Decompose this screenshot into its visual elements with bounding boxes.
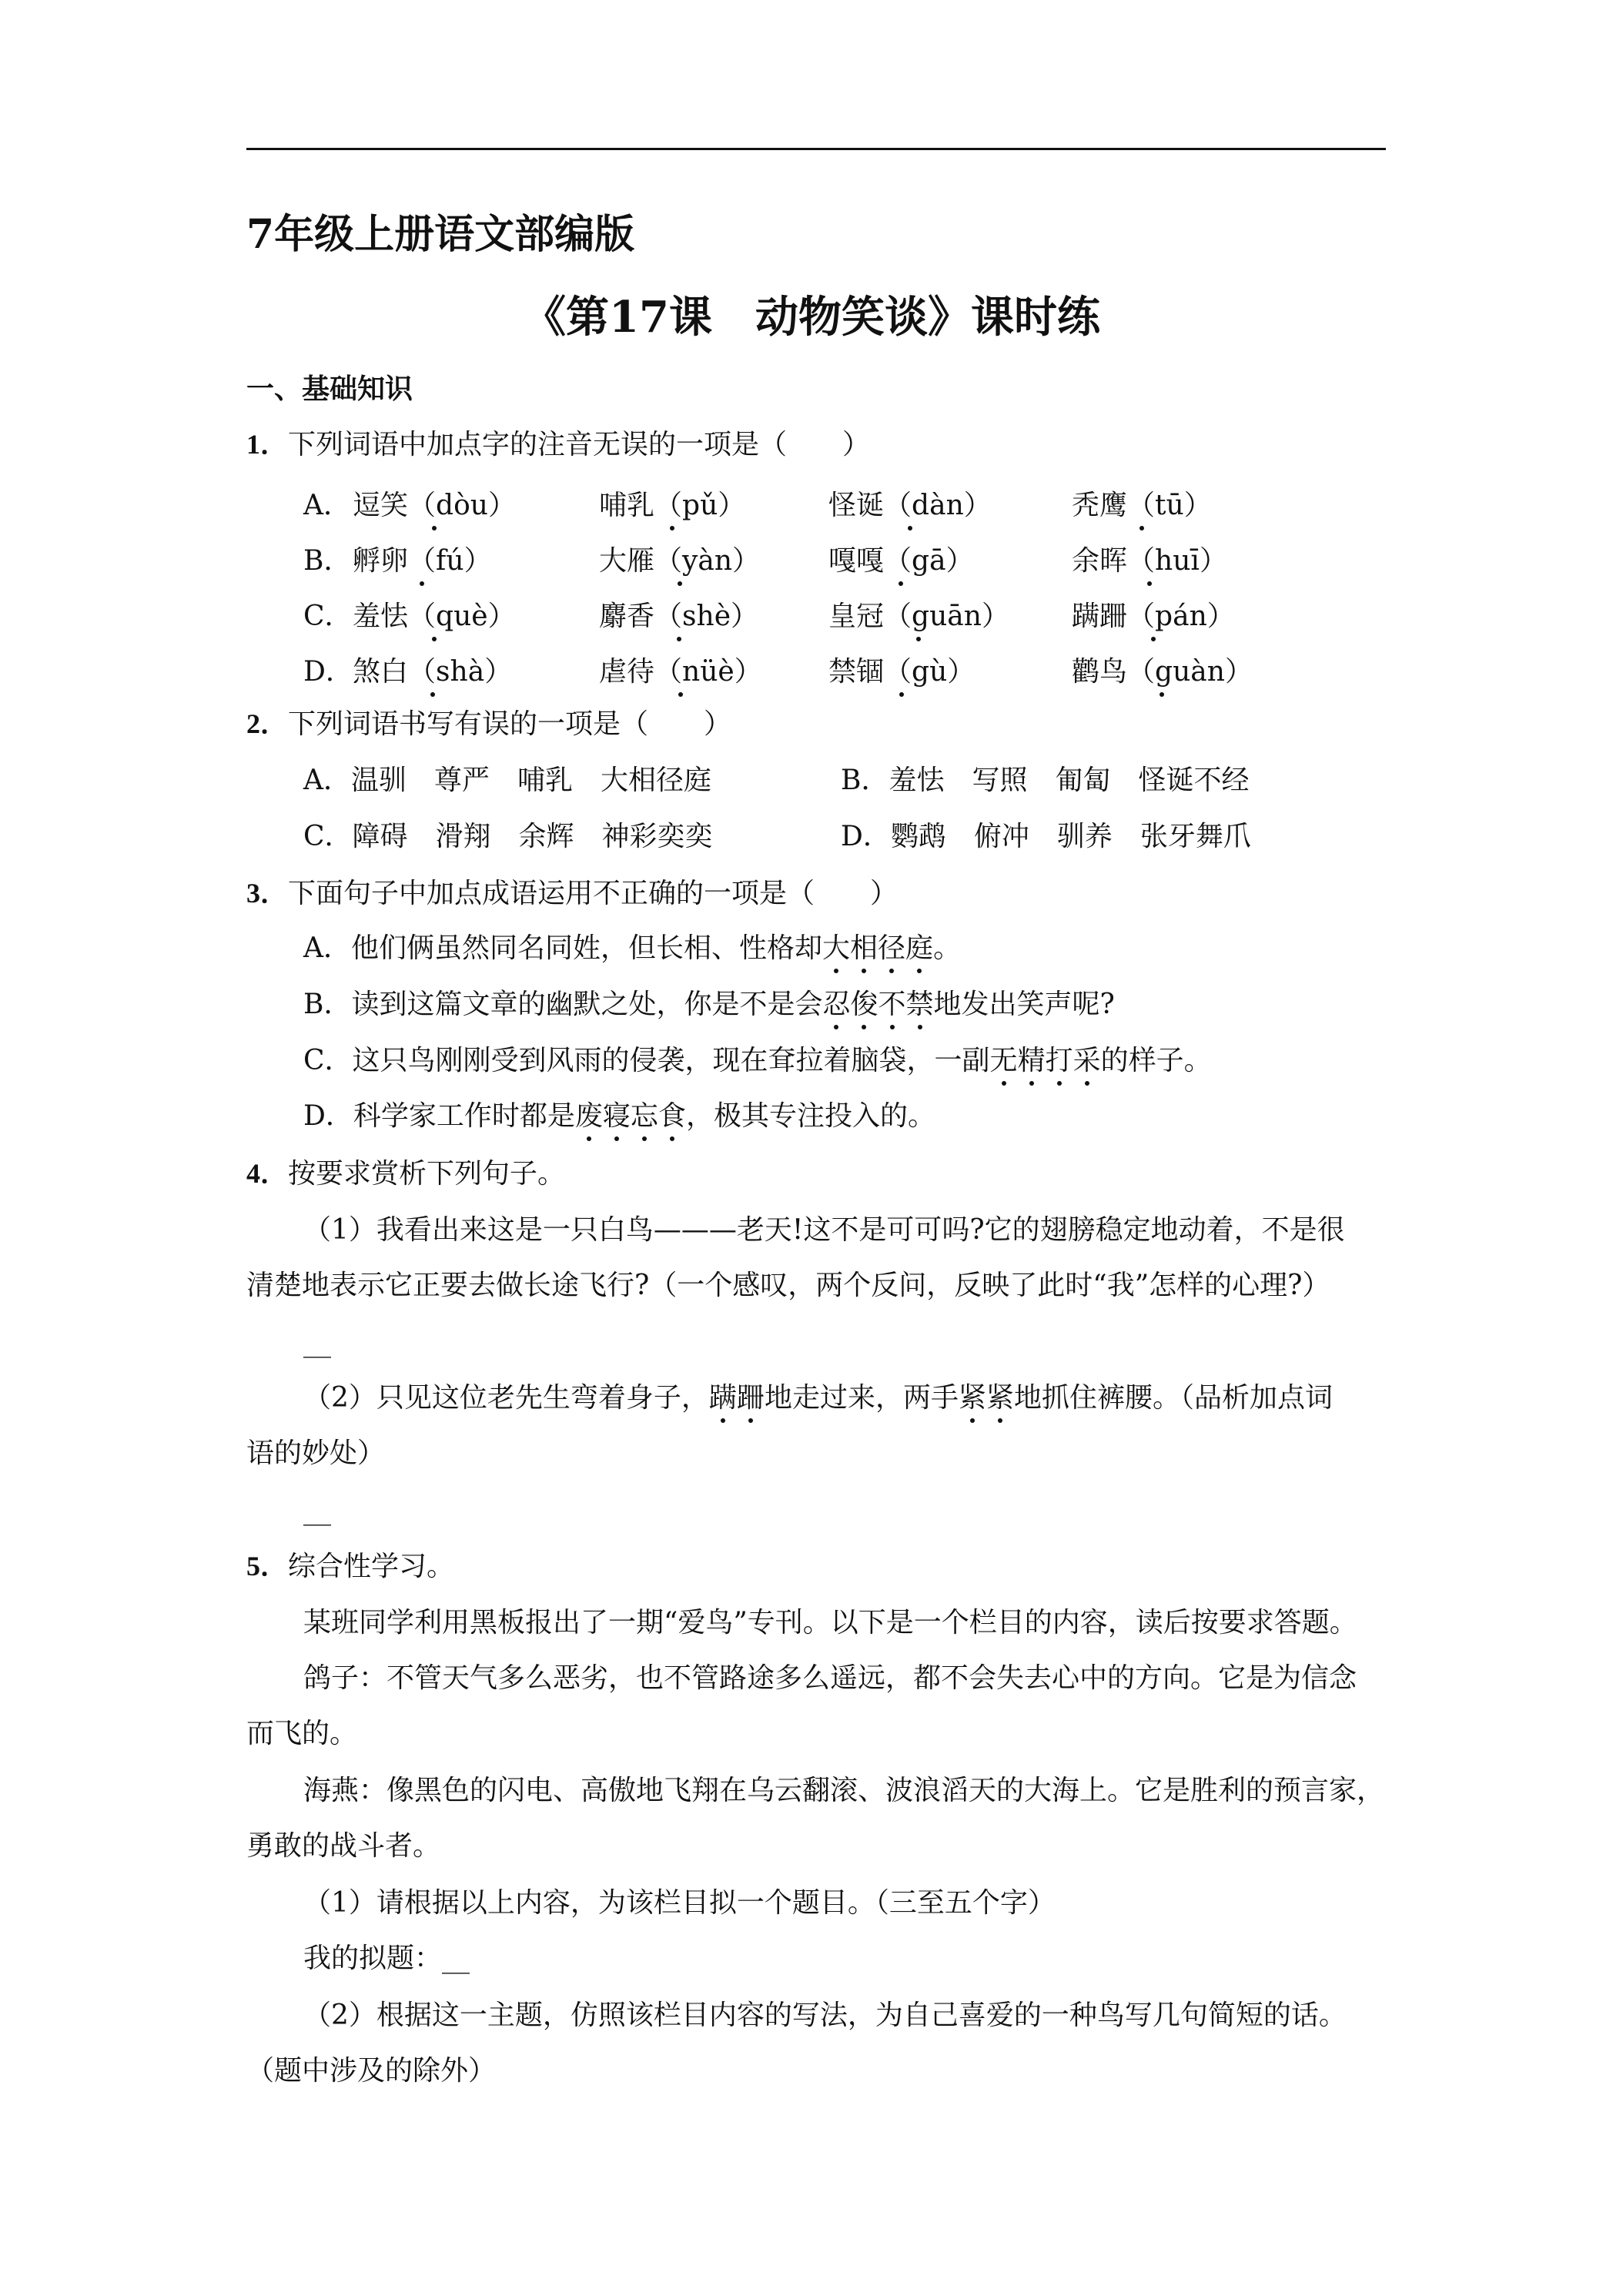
header-rule	[246, 148, 1386, 150]
q2-option-a: A．温驯 尊严 哺乳 大相径庭	[303, 765, 711, 796]
q3-option-d	[303, 1099, 935, 1133]
option-text: A．他们俩虽然同名同姓，但长相、性格却	[303, 932, 822, 964]
option-label: A．	[303, 490, 351, 521]
q3-option-c	[303, 1044, 1212, 1078]
q3-option-a	[303, 932, 961, 966]
q1-option-item: 秃鹰（tū）	[1072, 484, 1212, 523]
option-text: 。	[933, 932, 962, 964]
question-3	[246, 876, 898, 911]
q2-option-d: D．鹦鹉 俯冲 驯养 张牙舞爪	[841, 821, 1251, 852]
question-stem: 下面句子中加点成语运用不正确的一项是（ ）	[288, 878, 899, 909]
section-heading: 一、基础知识	[246, 373, 413, 405]
option-text: ，极其专注投入的。	[685, 1100, 935, 1132]
option-text: 的样子。	[1100, 1045, 1212, 1076]
question-stem: 综合性学习。	[288, 1551, 455, 1582]
question-number: 4．	[246, 1158, 289, 1189]
q1-option-item: 麝香（shè）	[599, 594, 758, 634]
q2-option-c: C．障碍 滑翔 余辉 神彩奕奕	[303, 821, 713, 852]
q5-subquestion-2-line-2: （题中涉及的除外）	[246, 2055, 497, 2087]
q5-pigeon-line-2: 而飞的。	[246, 1718, 358, 1749]
q4-sentence-1-line-2: 清楚地表示它正要去做长途飞行?（一个感叹，两个反问，反映了此时“我”怎样的心理?）	[246, 1270, 1330, 1301]
q4-answer-blank-2[interactable]: __	[303, 1494, 331, 1526]
q1-option-item: 虐待（nüè）	[599, 650, 762, 689]
q5-petrel-line-1: 海燕：像黑色的闪电、高傲地飞翔在乌云翻滚、波浪滔天的大海上。它是胜利的预言家，	[303, 1775, 1385, 1806]
dotted-idiom: 无精打采	[989, 1045, 1101, 1076]
q5-my-title-field[interactable]: 我的拟题：__	[303, 1943, 470, 1974]
q1-option-item: 煞白（shà）	[353, 650, 512, 689]
sentence-text: （2）只见这位老先生弯着身子，	[303, 1382, 709, 1414]
q1-option-item: 蹒跚（pán）	[1072, 594, 1235, 634]
q3-option-b	[303, 988, 1115, 1022]
question-stem: 按要求赏析下列句子。	[288, 1158, 566, 1190]
question-number: 3．	[246, 878, 289, 909]
q4-sentence-1-line-1: （1）我看出来这是一只白鸟———老天!这不是可可吗?它的翅膀稳定地动着，不是很	[303, 1214, 1345, 1246]
option-text: 地发出笑声呢?	[933, 989, 1115, 1020]
q2-option-b: B．羞怯 写照 匍匐 怪诞不经	[841, 765, 1250, 796]
q1-option-item: 鹳鸟（guàn）	[1072, 650, 1253, 689]
q1-option-item: 大雁（yàn）	[599, 539, 760, 578]
q1-option-item: 哺乳（pǔ）	[599, 484, 745, 523]
q5-subquestion-2-line-1: （2）根据这一主题，仿照该栏目内容的写法，为自己喜爱的一种鸟写几句简短的话。	[303, 2000, 1347, 2031]
question-stem: 下列词语书写有误的一项是（ ）	[288, 708, 732, 740]
question-4	[246, 1156, 565, 1191]
lesson-title: 《第17课 动物笑谈》课时练	[523, 292, 1100, 343]
q1-option-item: 逗笑（dòu）	[353, 484, 516, 523]
question-number: 2．	[246, 708, 289, 739]
q5-intro: 某班同学利用黑板报出了一期“爱鸟”专刊。以下是一个栏目的内容，读后按要求答题。	[303, 1607, 1357, 1638]
q4-answer-blank-1[interactable]: __	[303, 1327, 331, 1358]
option-label: B．	[303, 545, 352, 577]
question-number: 5．	[246, 1551, 289, 1581]
option-text: C．这只鸟刚刚受到风雨的侵袭，现在耷拉着脑袋，一副	[303, 1045, 990, 1076]
dotted-word: 蹒跚	[708, 1382, 765, 1414]
dotted-idiom: 大相径庭	[822, 932, 934, 964]
question-5	[246, 1549, 454, 1584]
q1-option-item: 余晖（huī）	[1072, 539, 1227, 578]
sentence-text: 地抓住裤腰。（品析加点词	[1013, 1382, 1333, 1414]
option-text: B．读到这篇文章的幽默之处，你是不是会	[303, 989, 823, 1020]
dotted-idiom: 忍俊不禁	[822, 989, 934, 1020]
q4-sentence-2-line-1	[303, 1381, 1333, 1415]
q5-pigeon-line-1: 鸽子：不管天气多么恶劣，也不管路途多么遥远，都不会失去心中的方向。它是为信念	[303, 1662, 1357, 1694]
question-stem: 下列词语中加点字的注音无误的一项是（ ）	[288, 429, 871, 460]
question-2	[246, 707, 731, 741]
option-label: D．	[303, 656, 353, 688]
q5-subquestion-1: （1）请根据以上内容，为该栏目拟一个题目。（三至五个字）	[303, 1887, 1056, 1919]
question-1	[246, 427, 870, 462]
option-label: C．	[303, 601, 353, 632]
option-text: D．科学家工作时都是	[303, 1100, 575, 1132]
q1-option-item: 羞怯（què）	[353, 594, 516, 634]
dotted-word: 紧紧	[958, 1382, 1014, 1414]
q1-option-item: 皇冠（guān）	[828, 594, 1009, 634]
q4-sentence-2-line-2: 语的妙处）	[246, 1438, 386, 1469]
q1-option-item: 嘎嘎（gā）	[828, 539, 974, 578]
question-number: 1．	[246, 429, 289, 460]
dotted-idiom: 废寝忘食	[574, 1100, 686, 1132]
q1-option-item: 孵卵（fú）	[353, 539, 492, 578]
q1-option-item: 怪诞（dàn）	[828, 484, 992, 523]
q1-option-item: 禁锢（gù）	[828, 650, 975, 689]
q5-petrel-line-2: 勇敢的战斗者。	[246, 1830, 441, 1862]
grade-title: 7年级上册语文部编版	[246, 211, 635, 258]
sentence-text: 地走过来，两手	[764, 1382, 959, 1414]
